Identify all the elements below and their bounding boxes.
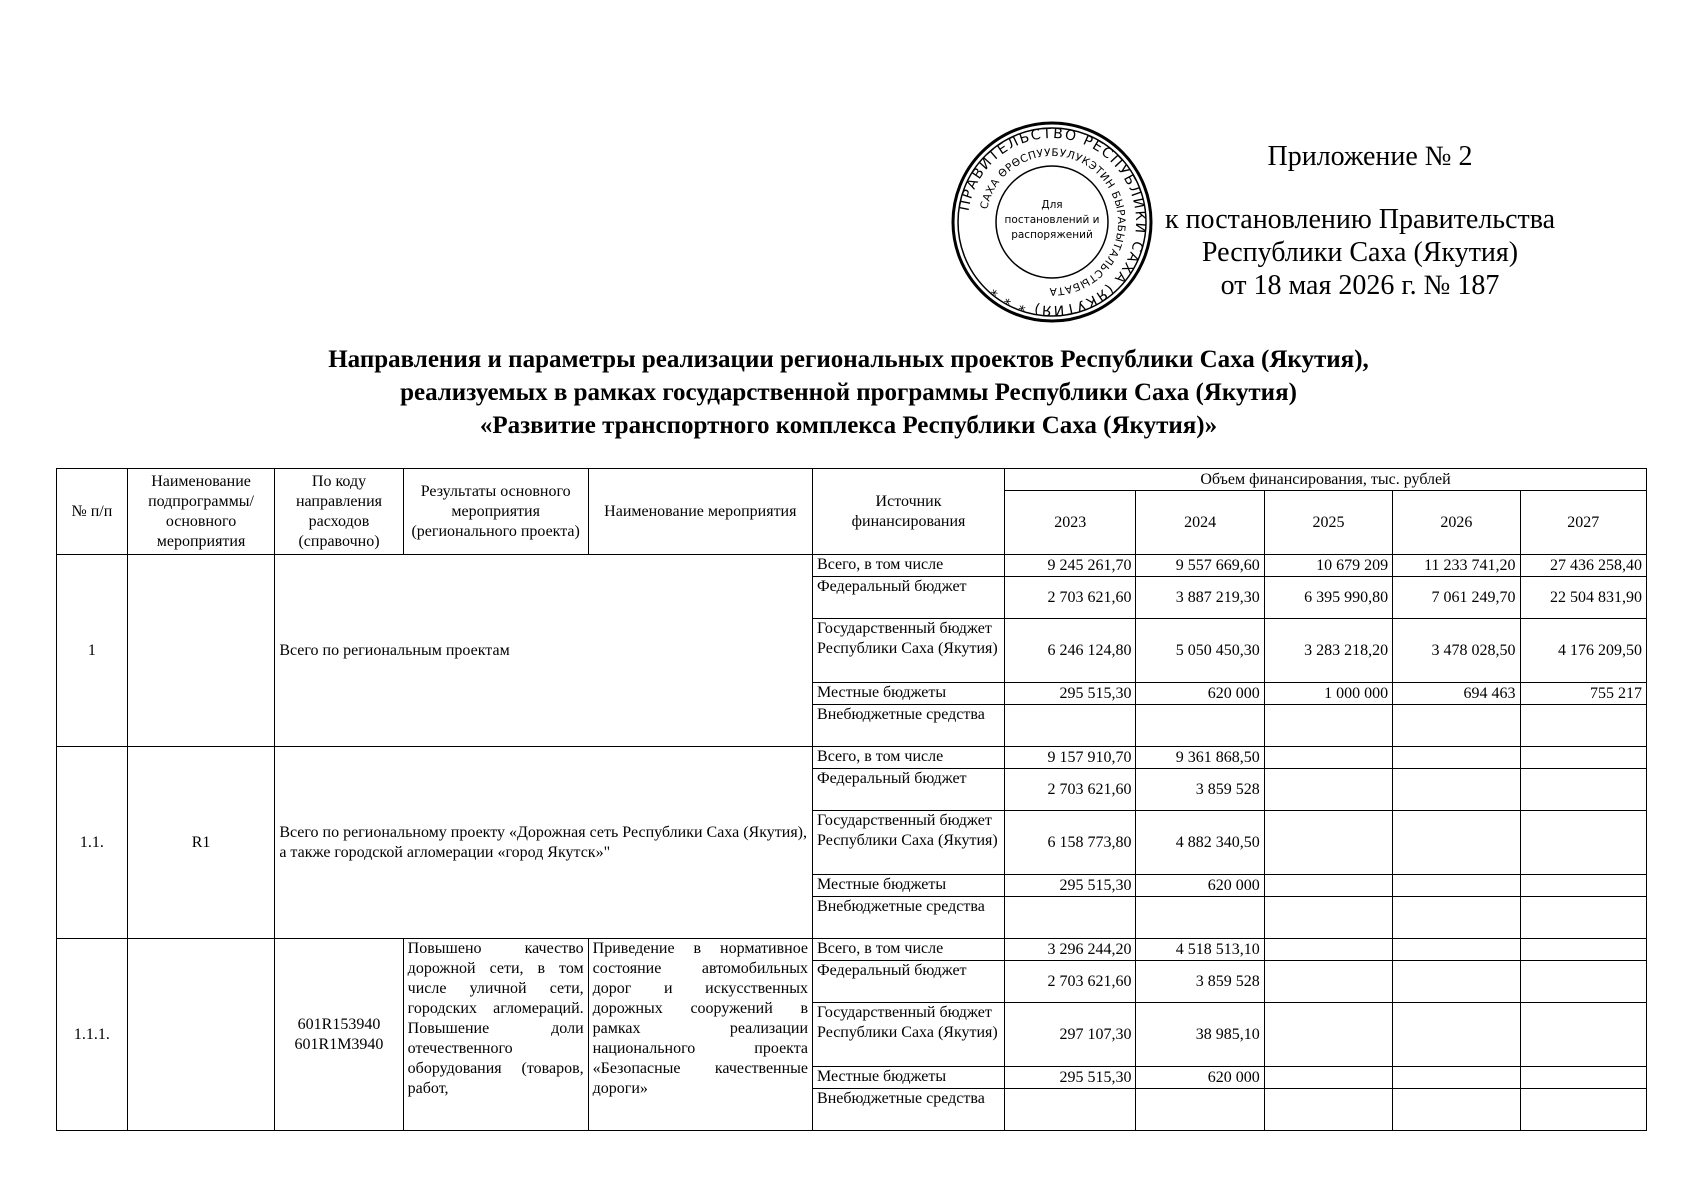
amount-cell: 4 176 209,50 — [1520, 619, 1647, 683]
amount-cell: 9 557 669,60 — [1136, 555, 1264, 577]
amount-cell: 6 158 773,80 — [1005, 811, 1136, 875]
amount-cell — [1264, 1067, 1392, 1089]
table-header — [57, 469, 1647, 555]
group-name: Всего по региональному проекту «Дорожная сеть Республики Саха (Якутия), а также городской агломерации «город Якутск»" — [275, 747, 813, 939]
header-subprogram: Наименование подпрограммы/ основного мероприятия — [127, 469, 275, 555]
amount-cell: 38 985,10 — [1136, 1003, 1264, 1067]
amount-cell — [1520, 897, 1647, 939]
amount-cell: 9 245 261,70 — [1005, 555, 1136, 577]
title-line-2: реализуемых в рамках государственной программы Республики Саха (Якутия) — [400, 379, 1297, 406]
result-text: Повышено качество дорожной сети, в том числе уличной сети, городских агломераций. Повышение доли отечественного оборудования (товаров, работ, — [403, 939, 588, 1131]
amount-cell — [1005, 1089, 1136, 1131]
seal-center-line-2: постановлений и — [1004, 214, 1100, 226]
amount-cell — [1520, 1067, 1647, 1089]
funding-source: Федеральный бюджет — [813, 769, 1005, 811]
subprogram-code: R1 — [127, 747, 275, 939]
amount-cell — [1393, 961, 1520, 1003]
annex-line-3: от 18 мая 2026 г. № 187 — [1220, 270, 1500, 301]
amount-cell — [1264, 961, 1392, 1003]
seal-outer-text: ПРАВИТЕЛЬСТВО РЕСПУБЛИКИ САХА (ЯКУТИЯ) * * * — [956, 125, 1149, 319]
amount-cell — [1520, 1003, 1647, 1067]
amount-cell — [1393, 769, 1520, 811]
amount-cell: 620 000 — [1136, 875, 1264, 897]
amount-cell: 2 703 621,60 — [1005, 577, 1136, 619]
funding-source: Местные бюджеты — [813, 1067, 1005, 1089]
row-number: 1.1. — [57, 747, 128, 939]
amount-cell — [1520, 811, 1647, 875]
amount-cell: 6 395 990,80 — [1264, 577, 1392, 619]
title-line-3: «Развитие транспортного комплекса Республики Саха (Якутия)» — [479, 412, 1218, 439]
amount-cell: 4 882 340,50 — [1136, 811, 1264, 875]
header-year: 2024 — [1136, 491, 1264, 555]
amount-cell — [1264, 939, 1392, 961]
amount-cell: 295 515,30 — [1005, 1067, 1136, 1089]
amount-cell: 2 703 621,60 — [1005, 961, 1136, 1003]
amount-cell: 1 000 000 — [1264, 683, 1392, 705]
amount-cell — [1393, 747, 1520, 769]
document-title — [0, 343, 1697, 442]
amount-cell: 27 436 258,40 — [1520, 555, 1647, 577]
financing-table — [56, 468, 1647, 1131]
event-text: Приведение в нормативное состояние автомобильных дорог и искусственных дорожных сооружений в рамках реализации национального проекта «Безопасные качественные дороги» — [588, 939, 812, 1131]
amount-cell — [1393, 875, 1520, 897]
amount-cell: 3 478 028,50 — [1393, 619, 1520, 683]
amount-cell — [1264, 769, 1392, 811]
funding-source: Местные бюджеты — [813, 875, 1005, 897]
amount-cell — [1264, 875, 1392, 897]
amount-cell — [1520, 939, 1647, 961]
header-source: Источник финансирования — [813, 469, 1005, 555]
annex-line-1: к постановлению Правительства — [1164, 204, 1556, 235]
amount-cell — [1005, 897, 1136, 939]
funding-source: Государственный бюджет Республики Саха (Якутия) — [813, 619, 1005, 683]
row-number: 1 — [57, 555, 128, 747]
table-row — [57, 939, 1647, 961]
amount-cell — [1393, 897, 1520, 939]
amount-cell: 5 050 450,30 — [1136, 619, 1264, 683]
amount-cell — [1005, 705, 1136, 747]
official-seal — [950, 120, 1154, 324]
amount-cell: 3 887 219,30 — [1136, 577, 1264, 619]
amount-cell — [1393, 705, 1520, 747]
amount-cell: 3 296 244,20 — [1005, 939, 1136, 961]
amount-cell — [1520, 875, 1647, 897]
amount-cell — [1393, 811, 1520, 875]
amount-cell — [1393, 939, 1520, 961]
funding-source: Внебюджетные средства — [813, 897, 1005, 939]
amount-cell — [1520, 961, 1647, 1003]
annex-number: Приложение № 2 — [1267, 141, 1473, 172]
row-number: 1.1.1. — [57, 939, 128, 1131]
amount-cell — [1136, 897, 1264, 939]
amount-cell — [1264, 811, 1392, 875]
amount-cell — [1264, 705, 1392, 747]
amount-cell — [1264, 897, 1392, 939]
seal-graphic — [950, 120, 1154, 324]
amount-cell — [1393, 1067, 1520, 1089]
amount-cell: 620 000 — [1136, 1067, 1264, 1089]
amount-cell: 295 515,30 — [1005, 683, 1136, 705]
amount-cell: 7 061 249,70 — [1393, 577, 1520, 619]
subprogram-cell — [127, 555, 275, 747]
funding-source: Государственный бюджет Республики Саха (Якутия) — [813, 1003, 1005, 1067]
amount-cell — [1264, 747, 1392, 769]
amount-cell — [1520, 705, 1647, 747]
amount-cell: 620 000 — [1136, 683, 1264, 705]
header-year: 2025 — [1264, 491, 1392, 555]
table-row — [57, 747, 1647, 769]
amount-cell — [1136, 705, 1264, 747]
amount-cell: 755 217 — [1520, 683, 1647, 705]
amount-cell: 297 107,30 — [1005, 1003, 1136, 1067]
expense-code-line: 601R153940 — [297, 1015, 381, 1033]
annex-line-2: Республики Саха (Якутия) — [1201, 237, 1519, 268]
amount-cell — [1264, 1003, 1392, 1067]
expense-code — [275, 939, 403, 1131]
group-name: Всего по региональным проектам — [275, 555, 813, 747]
amount-cell — [1136, 1089, 1264, 1131]
funding-source: Федеральный бюджет — [813, 961, 1005, 1003]
header-volume: Объем финансирования, тыс. рублей — [1005, 469, 1647, 491]
amount-cell: 3 859 528 — [1136, 769, 1264, 811]
funding-source: Местные бюджеты — [813, 683, 1005, 705]
amount-cell — [1520, 769, 1647, 811]
annex-block — [1140, 140, 1580, 302]
seal-center-line-3: распоряжений — [1011, 229, 1093, 241]
amount-cell: 9 157 910,70 — [1005, 747, 1136, 769]
header-code: По коду направления расходов (справочно) — [275, 469, 403, 555]
amount-cell: 3 283 218,20 — [1264, 619, 1392, 683]
amount-cell — [1520, 1089, 1647, 1131]
amount-cell: 9 361 868,50 — [1136, 747, 1264, 769]
amount-cell: 2 703 621,60 — [1005, 769, 1136, 811]
amount-cell: 694 463 — [1393, 683, 1520, 705]
header-year: 2026 — [1393, 491, 1520, 555]
table-body — [57, 555, 1647, 1131]
amount-cell — [1264, 1089, 1392, 1131]
seal-center-line-1: Для — [1041, 199, 1063, 211]
title-line-1: Направления и параметры реализации региональных проектов Республики Саха (Якутия), — [328, 346, 1369, 373]
table-row — [57, 555, 1647, 577]
amount-cell: 11 233 741,20 — [1393, 555, 1520, 577]
amount-cell — [1393, 1089, 1520, 1131]
amount-cell: 3 859 528 — [1136, 961, 1264, 1003]
amount-cell — [1520, 747, 1647, 769]
header-num: № п/п — [57, 469, 128, 555]
expense-code-line: 601R1M3940 — [294, 1035, 384, 1053]
funding-source: Внебюджетные средства — [813, 1089, 1005, 1131]
seal-inner-text: САХА ӨРӨСПУУБУЛУКЭТИН БЫРАБЫТАЛЬСТЫБАТА — [978, 146, 1128, 298]
funding-source: Федеральный бюджет — [813, 577, 1005, 619]
header-year: 2027 — [1520, 491, 1647, 555]
funding-source: Всего, в том числе — [813, 939, 1005, 961]
header-year: 2023 — [1005, 491, 1136, 555]
funding-source: Государственный бюджет Республики Саха (Якутия) — [813, 811, 1005, 875]
funding-source: Внебюджетные средства — [813, 705, 1005, 747]
header-event: Наименование мероприятия — [588, 469, 812, 555]
amount-cell: 10 679 209 — [1264, 555, 1392, 577]
header-results: Результаты основного мероприятия (регионального проекта) — [403, 469, 588, 555]
amount-cell: 295 515,30 — [1005, 875, 1136, 897]
amount-cell — [1393, 1003, 1520, 1067]
funding-source: Всего, в том числе — [813, 555, 1005, 577]
subprogram-cell — [127, 939, 275, 1131]
amount-cell: 22 504 831,90 — [1520, 577, 1647, 619]
amount-cell: 6 246 124,80 — [1005, 619, 1136, 683]
funding-source: Всего, в том числе — [813, 747, 1005, 769]
amount-cell: 4 518 513,10 — [1136, 939, 1264, 961]
